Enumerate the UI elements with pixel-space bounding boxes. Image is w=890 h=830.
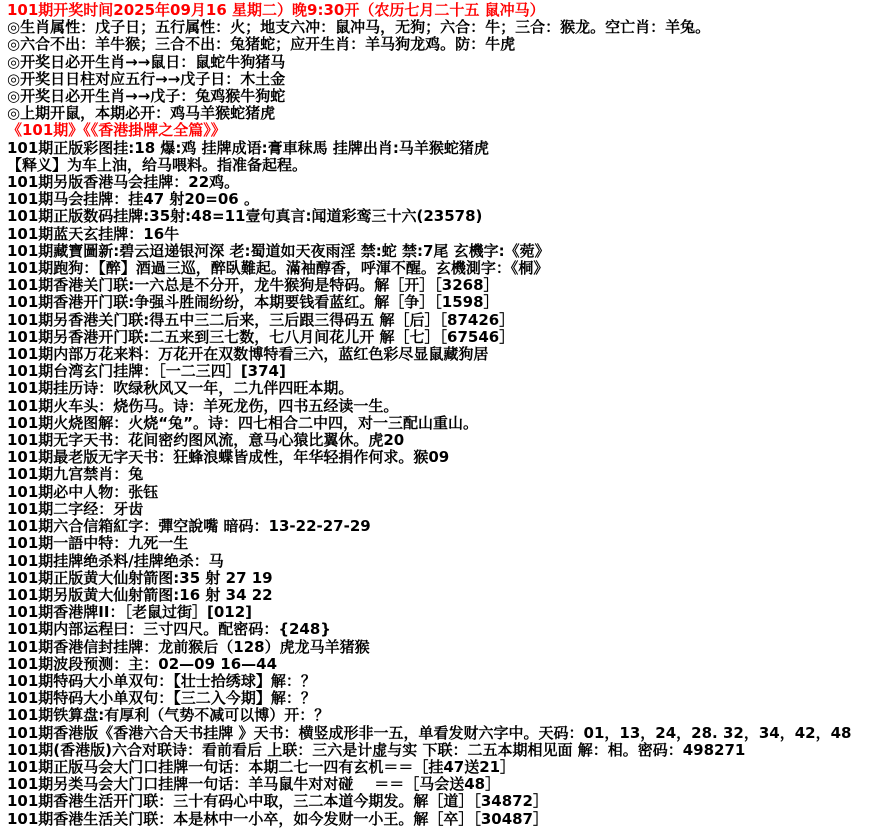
text-line-42: 101期铁算盘:有厚利（气势不减可以博）开：？ xyxy=(7,706,330,725)
text-line-44: 101期(香港版)六合对联诗：看前看后 上联：三六是计虚与实 下联：二五本期相见面 解：相。密码：498271 xyxy=(7,740,746,759)
text-line-28: 101期九宫禁肖：兔 xyxy=(7,465,144,484)
text-line-10: 【释义】为车上油，给马喂料。指准备起程。 xyxy=(7,155,308,174)
text-line-8: 《101期》《《香港掛牌之全篇》》 xyxy=(7,121,226,140)
text-line-1: 101期开奖时间2025年09月16 星期二）晚9:30开（农历七月二十五 鼠冲马） xyxy=(7,1,545,19)
text-line-36: 101期香港牌II：［老鼠过街］[012] xyxy=(7,603,252,622)
text-line-31: 101期六合信箱紅字：彈空說嘴 暗码：13-22-27-29 xyxy=(7,517,371,536)
text-line-7: ◎上期开鼠，本期必开：鸡马羊猴蛇猪虎 xyxy=(7,104,276,123)
text-line-32: 101期一語中特：九死一生 xyxy=(7,534,189,553)
text-line-12: 101期马会挂牌：挂47 射20=06 。 xyxy=(7,190,259,209)
text-line-3: ◎六合不出：羊牛猴；三合不出：兔猪蛇；应开生肖：羊马狗龙鸡。防：牛虎 xyxy=(7,35,516,54)
text-line-29: 101期必中人物：张钰 xyxy=(7,482,159,501)
text-line-37: 101期内部运程曰：三寸四尺。配密码：{248} xyxy=(7,620,331,639)
text-line-45: 101期正版马会大门口挂牌一句话：本期二七一四有玄机＝＝［挂47送21］ xyxy=(7,757,516,776)
text-line-4: ◎开奖日必开生肖→→鼠日：鼠蛇牛狗猪马 xyxy=(7,52,286,71)
text-line-21: 101期内部万花来料：万花开在双数博特看三六，蓝红色彩尽显鼠藏狗居 xyxy=(7,345,489,364)
text-line-47: 101期香港生活开门联：三十有码心中取，三二本道今期发。解［道］［34872］ xyxy=(7,792,548,811)
text-line-38: 101期香港信封挂牌：龙前猴后（128）虎龙马羊猪猴 xyxy=(7,637,370,656)
text-lines-container xyxy=(7,2,886,828)
text-line-14: 101期蓝天玄挂牌：16牛 xyxy=(7,224,180,243)
text-line-48: 101期香港生活关门联：本是林中一小卒，如今发财一小王。解［卒］［30487］ xyxy=(7,809,548,828)
text-line-22: 101期台湾玄门挂牌：［一二三四］[374] xyxy=(7,362,286,381)
text-line-35: 101期另版黄大仙射箭图:16 射 34 22 xyxy=(7,585,273,604)
text-line-20: 101期另香港开门联:二五来到三七数，七八月间花儿开 解［七］［67546］ xyxy=(7,327,515,346)
text-line-33: 101期挂牌绝杀料/挂牌绝杀：马 xyxy=(7,551,224,570)
text-line-2: ◎生肖属性：戊子日；五行属性：火；地支六冲：鼠冲马，无狗；六合：牛；三合：猴龙。空亡肖：羊兔。 xyxy=(7,18,711,37)
text-line-40: 101期特码大小单双句：【壮士拾绣球】解：？ xyxy=(7,671,316,690)
text-line-5: ◎开奖日日柱对应五行→→戊子日：木土金 xyxy=(7,69,286,88)
text-line-15: 101期藏寶圖新:碧云迢递银河深 老:蜀道如天夜雨淫 禁:蛇 禁:7尾 玄機字:《菀》 xyxy=(7,241,550,260)
text-line-39: 101期波段预测：主：02—09 16—44 xyxy=(7,654,278,673)
text-line-19: 101期另香港关门联:得五中三二后来，三后跟三得码五 解［后］［87426］ xyxy=(7,310,515,329)
text-line-24: 101期火车头：烧伤马。诗：羊死龙伤，四书五经读一生。 xyxy=(7,396,399,415)
text-line-30: 101期二字经：牙齿 xyxy=(7,499,144,518)
text-line-13: 101期正版数码挂牌:35射:48=11壹句真言:闻道彩鸾三十六(23578) xyxy=(7,207,483,226)
text-line-41: 101期特码大小单双句：【三二入今期】解：？ xyxy=(7,689,316,708)
text-line-27: 101期最老版无字天书：狂蜂浪蝶皆成性，年华轻捐作何求。猴09 xyxy=(7,448,450,467)
text-line-11: 101期另版香港马会挂牌：22鸡。 xyxy=(7,173,240,192)
text-line-26: 101期无字天书：花间密约图风流，意马心猿比翼休。虎20 xyxy=(7,431,405,450)
text-line-16: 101期跑狗：【醉】酒過三巡，醉臥難起。滿袖醇香，呼渾不醒。玄機測字：《桐》 xyxy=(7,259,549,278)
text-line-6: ◎开奖日必开生肖→→戊子：兔鸡猴牛狗蛇 xyxy=(7,87,286,106)
text-line-18: 101期香港开门联:争强斗胜闹纷纷，本期要钱看蓝红。解［争］［1598］ xyxy=(7,293,499,312)
text-line-17: 101期香港关门联:一六总是不分开，龙牛猴狗是特码。解［开］［3268］ xyxy=(7,276,499,295)
text-line-43: 101期香港版《香港六合天书挂牌 》天书：横竖成形非一五，单看发财六字中。天码：01，13，24，28. 32，34，42，48 xyxy=(7,723,852,742)
text-line-25: 101期火烧图解：火烧“兔”。诗：四七相合二中四，对一三配山重山。 xyxy=(7,413,479,432)
text-line-46: 101期另类马会大门口挂牌一句话：羊马鼠牛对对碰 ＝＝［马会送48］ xyxy=(7,775,501,794)
text-line-9: 101期正版彩图挂:18 爆:鸡 挂牌成语:膏車秣馬 挂牌出肖:马羊猴蛇猪虎 xyxy=(7,138,489,157)
text-line-23: 101期挂历诗：吹绿秋风又一年，二九伴四旺本期。 xyxy=(7,379,354,398)
text-line-34: 101期正版黄大仙射箭图:35 射 27 19 xyxy=(7,568,273,587)
